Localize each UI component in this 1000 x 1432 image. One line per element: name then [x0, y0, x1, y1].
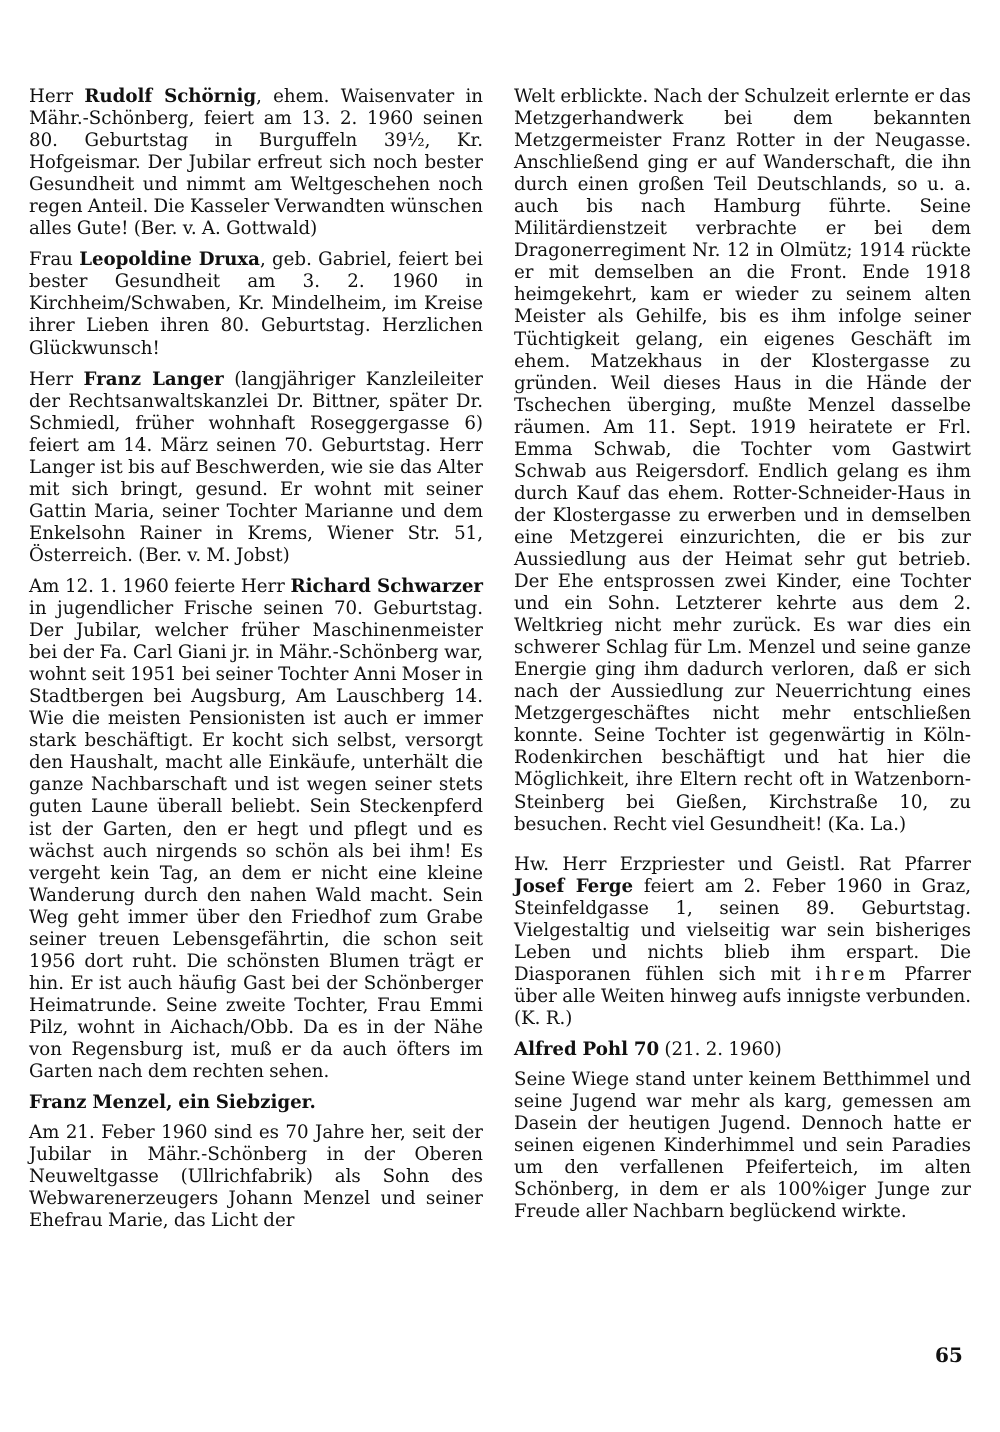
text-prefix: Herr — [29, 368, 84, 390]
person-name: Richard Schwarzer — [290, 575, 483, 597]
article-langer — [29, 369, 483, 567]
article-text: feiert am 2. Feber 1960 in Graz, Steinfeldgasse 1, seinen 89. Geburtstag. Vielgestaltig und vielseitig war sein bisheriges Leben und nichts blieb ihm erspart. Die Diasporanen fühlen sich mit — [514, 875, 971, 985]
heading-pohl-date: (21. 2. 1960) — [659, 1038, 782, 1060]
person-name: Franz Langer — [83, 368, 224, 390]
person-name: Josef Ferge — [514, 875, 634, 897]
text-prefix: Frau — [29, 249, 80, 271]
heading-pohl — [514, 1039, 971, 1061]
article-menzel-start: Am 21. Feber 1960 sind es 70 Jahre her, seit der Jubilar in Mähr.-Schönberg in der Oberen Neuweltgasse (Ullrichfabrik) als Sohn des Webwarenerzeugers Johann Menzel und seiner Ehefrau Marie, das Licht der — [29, 1122, 483, 1232]
heading-menzel: Franz Menzel, ein Siebziger. — [29, 1092, 316, 1114]
article-text: , ehem. Waisenvater in Mähr.-Schönberg, feiert am 13. 2. 1960 seinen 80. Geburtstag in Burguffeln 39½, Kr. Hofgeismar. Der Jubilar erfreut sich noch bester Gesundheit und nimmt am Weltgeschehen noch regen Anteil. Die Kasseler Verwandten wünschen alles Gute! (Ber. v. A. Gottwald) — [29, 86, 484, 240]
article-pohl: Seine Wiege stand unter keinem Betthimmel und seine Jugend war mehr als karg, gemessen am Dasein der heutigen Jugend. Dennoch hatte er seinen eigenen Kinderhimmel und sein Paradies um den verfallenen Pfeiferteich, im alten Schönberg, in dem er als 100%iger Junge zur Freude aller Nachbarn beglückend wirkte. — [514, 1069, 971, 1223]
article-menzel-continued: Welt erblickte. Nach der Schulzeit erlernte er das Metzgerhandwerk bei dem bekannten Metzgermeister Franz Rotter in der Neugasse. Anschließend ging er auf Wanderschaft, die ihn durch einen großen Teil Deutschlands, so u. a. auch bis nach Hamburg führte. Seine Militärdienstzeit verbrachte er bei dem Dragonerregiment Nr. 12 in Olmütz; 1914 rückte er mit demselben an die Front. Ende 1918 heimgekehrt, kam er wieder zu seinem alten Meister als Gehilfe, bis es ihm infolge seiner Tüchtigkeit gelang, ein eigenes Geschäft im ehem. Matzekhaus in der Klostergasse zu gründen. Weil dieses Haus in die Hände der Tschechen überging, mußte Menzel dasselbe räumen. Am 11. Sept. 1919 heiratete er Frl. Emma Schwab, die Tochter vom Gastwirt Schwab aus Reigersdorf. Endlich gelang es ihm durch Kauf das ehem. Rotter-Schneider-Haus in der Klostergasse zu erwerben und in demselben eine Metzgerei einzurichten, die er bis zur Aussiedlung aus der Heimat sehr gut betrieb. Der Ehe entsprossen zwei Kinder, eine Tochter und ein Sohn. Letzterer kehrte aus dem 2. Weltkrieg nicht mehr zurück. Es war dies ein schwerer Schlag für Lm. Menzel und seine ganze Energie ging ihm dadurch verloren, daß er sich nach der Aussiedlung zur Neuerrichtung eines Metzgergeschäftes nicht mehr entschließen konnte. Seine Tochter ist gegenwärtig in Köln-Rodenkirchen beschäftigt und hat hier die Möglichkeit, ihre Eltern recht oft in Watzenborn-Steinberg bei Gießen, Kirchstraße 10, zu besuchen. Recht viel Gesundheit! (Ka. La.) — [514, 86, 971, 835]
article-text-end: Pfarrer über alle Weiten hinweg aufs innigste verbunden. (K. R.) — [514, 963, 971, 1029]
article-ferge — [514, 854, 971, 1030]
article-text: in jugendlicher Frische seinen 70. Geburtstag. Der Jubilar, welcher früher Maschinenmeister bei der Fa. Carl Giani jr. in Mähr.-Schönberg war, wohnt seit 1951 bei seiner Tochter Anni Moser in Stadtbergen bei Augsburg, Am Lauschberg 14. Wie die meisten Pensionisten ist auch er immer stark beschäftigt. Er kocht sich selbst, versorgt den Haushalt, macht alle Einkäufe, unterhält die ganze Nachbarschaft und ist wegen seiner stets guten Laune überall beliebt. Sein Steckenpferd ist der Garten, den er hegt und pflegt und es wächst auch nirgends so schön als bei ihm! Es vergeht kein Tag, an dem er nicht eine kleine Wanderung durch den nahen Wald macht. Sein Weg geht immer über den Friedhof zum Grabe seiner treuen Lebensgefährtin, die schon seit 1956 dort ruht. Die schönsten Blumen trägt er hin. Er ist auch häufig Gast bei der Schönberger Heimatrunde. Seine zweite Tochter, Frau Emmi Pilz, wohnt in Aichach/Obb. Da es in der Nähe von Regensburg ist, muß er da auch öfters im Garten nach dem rechten sehen. — [29, 598, 483, 1083]
article-schwarzer — [29, 576, 483, 1083]
text-prefix: Am 12. 1. 1960 feierte Herr — [29, 575, 291, 597]
article-schoernig — [29, 86, 483, 240]
heading-pohl-title: Alfred Pohl 70 — [514, 1038, 660, 1060]
article-druxa — [29, 249, 483, 359]
text-prefix: Hw. Herr Erzpriester und Geistl. Rat Pfarrer — [514, 853, 971, 875]
right-column — [514, 86, 971, 1232]
article-text: , geb. Gabriel, feiert bei bester Gesundheit am 3. 2. 1960 in Kirchheim/Schwaben, Kr. Mindelheim, im Kreise ihrer Lieben ihren 80. Geburtstag. Herzlichen Glückwunsch! — [29, 249, 483, 359]
person-name: Rudolf Schörnig — [84, 86, 257, 107]
spaced-word: ihrem — [815, 963, 890, 985]
person-name: Leopoldine Druxa — [79, 249, 260, 271]
article-text: (langjähriger Kanzleileiter der Rechtsanwaltskanzlei Dr. Bittner, später Dr. Schmiedl, früher wohnhaft Roseggergasse 6) feiert am 14. März seinen 70. Geburtstag. Herr Langer ist bis auf Beschwerden, wie sie das Alter mit sich bringt, gesund. Er wohnt mit seiner Gattin Maria, seiner Tochter Marianne und dem Enkelsohn Rainer in Krems, Wiener Str. 51, Österreich. (Ber. v. M. Jobst) — [29, 368, 484, 566]
page-number: 65 — [935, 1343, 963, 1367]
left-column — [29, 86, 483, 1241]
text-prefix: Herr — [29, 86, 85, 107]
